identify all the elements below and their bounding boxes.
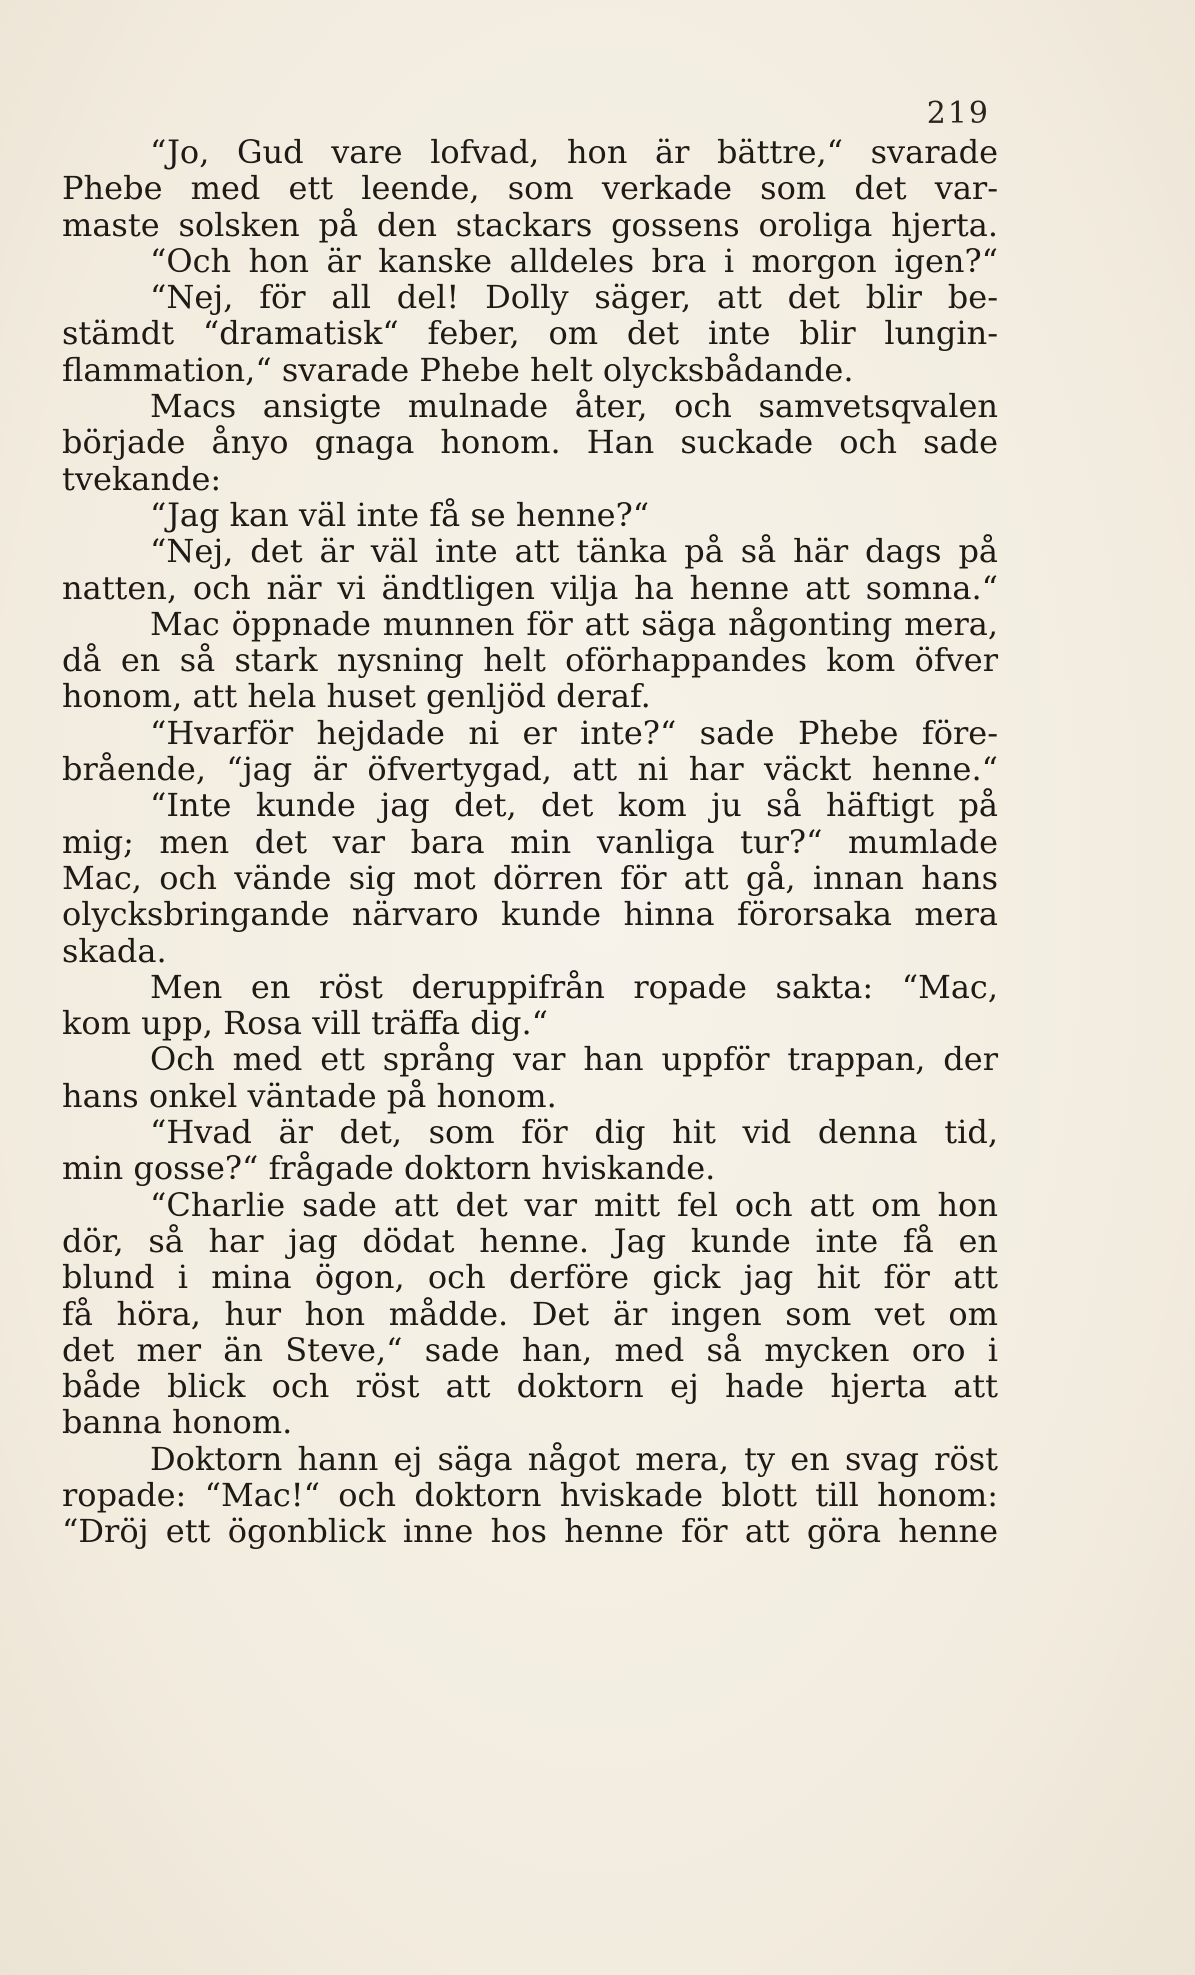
- text-line: Mac öppnade munnen för att säga någonting mera,: [150, 604, 998, 643]
- text-line: Phebe med ett leende, som verkade som det var-: [62, 169, 998, 208]
- text-line: tvekande:: [62, 459, 222, 498]
- text-line: ropade: “Mac!“ och doktorn hviskade blott till honom:: [62, 1475, 998, 1514]
- text-line: maste solsken på den stackars gossens oroliga hjerta.: [62, 205, 998, 244]
- text-line: Och med ett språng var han uppför trappan, der: [150, 1040, 998, 1079]
- text-line: “Dröj ett ögonblick inne hos henne för att göra henne: [62, 1512, 998, 1551]
- text-line: flammation,“ svarade Phebe helt olycksbådande.: [62, 350, 854, 389]
- text-line: började ånyo gnaga honom. Han suckade och sade: [62, 423, 998, 462]
- text-line: då en så stark nysning helt oförhappandes kom öfver: [62, 641, 998, 680]
- text-line: kom upp, Rosa vill träffa dig.“: [62, 1004, 549, 1043]
- text-line: min gosse?“ frågade doktorn hviskande.: [62, 1149, 716, 1188]
- text-line: Mac, och vände sig mot dörren för att gå, innan hans: [62, 858, 998, 897]
- text-line: “Charlie sade att det var mitt fel och att om hon: [150, 1185, 998, 1224]
- text-line: “Och hon är kanske alldeles bra i morgon igen?“: [150, 241, 998, 280]
- text-line: “Hvad är det, som för dig hit vid denna tid,: [150, 1113, 998, 1152]
- text-line: dör, så har jag dödat henne. Jag kunde inte få en: [62, 1221, 998, 1260]
- page-number: 219: [926, 96, 990, 131]
- text-line: “Jo, Gud vare lofvad, hon är bättre,“ svarade: [150, 133, 998, 171]
- text-line: brående, “jag är öfvertygad, att ni har väckt henne.“: [62, 750, 998, 789]
- text-line: det mer än Steve,“ sade han, med så mycken oro i: [62, 1330, 998, 1369]
- text-line: blund i mina ögon, och derföre gick jag hit för att: [62, 1258, 998, 1297]
- text-line: “Hvarför hejdade ni er inte?“ sade Phebe före-: [150, 713, 998, 752]
- text-line: natten, och när vi ändtligen vilja ha henne att somna.“: [62, 568, 998, 607]
- text-line: hans onkel väntade på honom.: [62, 1076, 557, 1115]
- text-line: honom, att hela huset genljöd deraf.: [62, 677, 651, 716]
- text-line: “Nej, för all del! Dolly säger, att det blir be-: [150, 278, 998, 317]
- body-text: [62, 134, 998, 1550]
- text-line: banna honom.: [62, 1403, 293, 1442]
- text-line: Men en röst deruppifrån ropade sakta: “Mac,: [150, 967, 998, 1006]
- text-line: stämdt “dramatisk“ feber, om det inte blir lungin-: [62, 314, 998, 353]
- text-line: få höra, hur hon mådde. Det är ingen som vet om: [62, 1294, 998, 1333]
- text-line: Macs ansigte mulnade åter, och samvetsqvalen: [150, 387, 998, 426]
- text-line: olycksbringande närvaro kunde hinna förorsaka mera: [62, 895, 998, 934]
- text-line: “Jag kan väl inte få se henne?“: [150, 495, 650, 534]
- text-line: skada.: [62, 931, 167, 970]
- text-line: “Nej, det är väl inte att tänka på så här dags på: [150, 532, 998, 571]
- text-line: “Inte kunde jag det, det kom ju så häftigt på: [150, 786, 998, 825]
- text-line: mig; men det var bara min vanliga tur?“ mumlade: [62, 822, 998, 861]
- text-line: både blick och röst att doktorn ej hade hjerta att: [62, 1367, 998, 1406]
- text-line: Doktorn hann ej säga något mera, ty en svag röst: [150, 1439, 998, 1478]
